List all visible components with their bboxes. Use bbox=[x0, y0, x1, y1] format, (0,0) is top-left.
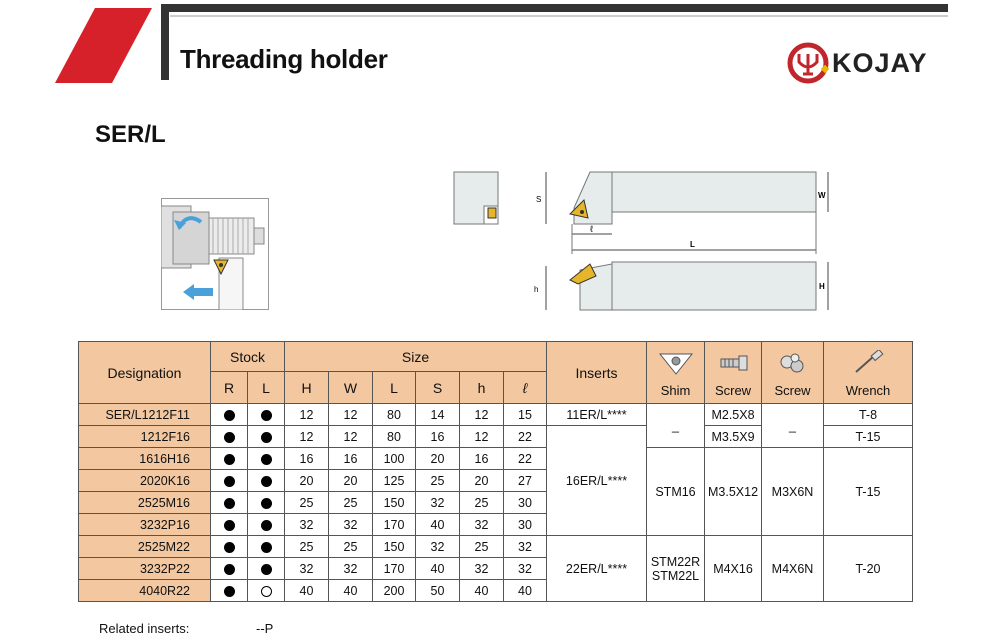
size-cell: 22 bbox=[504, 448, 547, 470]
screw2-cell: M3X6N bbox=[762, 448, 824, 536]
table-row bbox=[79, 404, 913, 426]
size-cell: 32 bbox=[416, 536, 460, 558]
size-cell: 170 bbox=[373, 558, 416, 580]
stock-l bbox=[248, 492, 285, 514]
header-size-W: W bbox=[329, 372, 373, 404]
header-wrench: Wrench bbox=[824, 342, 913, 404]
size-cell: 12 bbox=[460, 404, 504, 426]
screw-cell: M4X16 bbox=[705, 536, 762, 602]
screw2-cell: M4X6N bbox=[762, 536, 824, 602]
model-code: SER/L bbox=[95, 121, 166, 148]
size-cell: 50 bbox=[416, 580, 460, 602]
stock-l bbox=[248, 404, 285, 426]
size-cell: 25 bbox=[460, 536, 504, 558]
dimension-drawing bbox=[450, 168, 850, 316]
shim-cell: STM22R STM22L bbox=[647, 536, 705, 602]
header-size-S: S bbox=[416, 372, 460, 404]
size-cell: 12 bbox=[460, 426, 504, 448]
shim-cell: _ bbox=[647, 404, 705, 448]
size-cell: 32 bbox=[285, 558, 329, 580]
wrench-cell: T-8 bbox=[824, 404, 913, 426]
related-inserts-value: --P bbox=[256, 621, 274, 636]
size-cell: 22 bbox=[504, 426, 547, 448]
size-cell: 32 bbox=[329, 558, 373, 580]
designation-cell: SER/L1212F11 bbox=[79, 404, 211, 426]
size-cell: 25 bbox=[460, 492, 504, 514]
size-cell: 25 bbox=[329, 536, 373, 558]
size-cell: 12 bbox=[329, 404, 373, 426]
table-row bbox=[79, 536, 913, 558]
header-stock-l: L bbox=[248, 372, 285, 404]
size-cell: 16 bbox=[460, 448, 504, 470]
stock-l bbox=[248, 558, 285, 580]
size-cell: 20 bbox=[285, 470, 329, 492]
stock-r bbox=[211, 426, 248, 448]
size-cell: 14 bbox=[416, 404, 460, 426]
size-cell: 125 bbox=[373, 470, 416, 492]
size-cell: 30 bbox=[504, 492, 547, 514]
page-title: Threading holder bbox=[180, 44, 388, 74]
dim-label-h: h bbox=[534, 285, 539, 294]
shim-icon bbox=[658, 350, 694, 376]
size-cell: 32 bbox=[416, 492, 460, 514]
stock-l bbox=[248, 514, 285, 536]
size-cell: 40 bbox=[416, 514, 460, 536]
designation-cell: 1212F16 bbox=[79, 426, 211, 448]
size-cell: 32 bbox=[285, 514, 329, 536]
size-cell: 12 bbox=[329, 426, 373, 448]
size-cell: 80 bbox=[373, 426, 416, 448]
size-cell: 32 bbox=[460, 514, 504, 536]
dim-label-H: H bbox=[819, 282, 825, 291]
stock-l bbox=[248, 470, 285, 492]
dim-label-w: W bbox=[818, 191, 826, 200]
wrench-cell: T-20 bbox=[824, 536, 913, 602]
size-cell: 25 bbox=[285, 536, 329, 558]
size-cell: 30 bbox=[504, 514, 547, 536]
wrench-cell: T-15 bbox=[824, 448, 913, 536]
stock-l bbox=[248, 448, 285, 470]
size-cell: 40 bbox=[329, 580, 373, 602]
size-cell: 25 bbox=[416, 470, 460, 492]
dim-label-s: S bbox=[536, 195, 542, 204]
stock-r bbox=[211, 404, 248, 426]
header-size: Size bbox=[285, 342, 547, 372]
size-cell: 32 bbox=[329, 514, 373, 536]
brand-name: KOJAY bbox=[832, 48, 928, 78]
size-cell: 16 bbox=[329, 448, 373, 470]
size-cell: 40 bbox=[504, 580, 547, 602]
screw-cell: M3.5X12 bbox=[705, 448, 762, 536]
insert-cell: 16ER/L**** bbox=[547, 426, 647, 536]
dim-label-l: L bbox=[690, 240, 695, 249]
size-cell: 16 bbox=[285, 448, 329, 470]
shim-cell: STM16 bbox=[647, 448, 705, 536]
size-cell: 27 bbox=[504, 470, 547, 492]
header-shim: Shim bbox=[647, 342, 705, 404]
size-cell: 20 bbox=[460, 470, 504, 492]
size-cell: 40 bbox=[460, 580, 504, 602]
header-stock: Stock bbox=[211, 342, 285, 372]
size-cell: 20 bbox=[329, 470, 373, 492]
size-cell: 40 bbox=[285, 580, 329, 602]
screw2-cell: _ bbox=[762, 404, 824, 448]
size-cell: 15 bbox=[504, 404, 547, 426]
stock-l bbox=[248, 536, 285, 558]
header-screw-2: Screw bbox=[762, 342, 824, 404]
designation-cell: 2525M16 bbox=[79, 492, 211, 514]
designation-cell: 1616H16 bbox=[79, 448, 211, 470]
size-cell: 80 bbox=[373, 404, 416, 426]
size-cell: 25 bbox=[329, 492, 373, 514]
size-cell: 12 bbox=[285, 404, 329, 426]
spec-table bbox=[78, 341, 913, 602]
stock-r bbox=[211, 514, 248, 536]
screw-cell: M3.5X9 bbox=[705, 426, 762, 448]
stock-l bbox=[248, 580, 285, 602]
dim-label-l-small: ℓ bbox=[590, 224, 593, 234]
header-stock-r: R bbox=[211, 372, 248, 404]
application-drawing bbox=[161, 198, 269, 310]
screw-cell: M2.5X8 bbox=[705, 404, 762, 426]
designation-cell: 3232P22 bbox=[79, 558, 211, 580]
size-cell: 32 bbox=[504, 536, 547, 558]
stock-r bbox=[211, 470, 248, 492]
screw-set-icon bbox=[775, 350, 811, 376]
header-designation: Designation bbox=[79, 342, 211, 404]
size-cell: 16 bbox=[416, 426, 460, 448]
header-size-h: h bbox=[460, 372, 504, 404]
size-cell: 25 bbox=[285, 492, 329, 514]
size-cell: 12 bbox=[285, 426, 329, 448]
size-cell: 150 bbox=[373, 492, 416, 514]
size-cell: 40 bbox=[416, 558, 460, 580]
stock-r bbox=[211, 492, 248, 514]
size-cell: 150 bbox=[373, 536, 416, 558]
insert-cell: 22ER/L**** bbox=[547, 536, 647, 602]
insert-cell: 11ER/L**** bbox=[547, 404, 647, 426]
size-cell: 170 bbox=[373, 514, 416, 536]
header-inserts: Inserts bbox=[547, 342, 647, 404]
header-size-H: H bbox=[285, 372, 329, 404]
stock-r bbox=[211, 580, 248, 602]
size-cell: 32 bbox=[460, 558, 504, 580]
size-cell: 100 bbox=[373, 448, 416, 470]
stock-l bbox=[248, 426, 285, 448]
designation-cell: 4040R22 bbox=[79, 580, 211, 602]
table-row bbox=[79, 448, 913, 470]
stock-r bbox=[211, 558, 248, 580]
wrench-icon bbox=[850, 350, 886, 376]
red-accent-shape bbox=[55, 8, 152, 83]
stock-r bbox=[211, 536, 248, 558]
designation-cell: 2525M22 bbox=[79, 536, 211, 558]
header-size-l: ℓ bbox=[504, 372, 547, 404]
wrench-cell: T-15 bbox=[824, 426, 913, 448]
header-screw-1: Screw bbox=[705, 342, 762, 404]
size-cell: 20 bbox=[416, 448, 460, 470]
size-cell: 200 bbox=[373, 580, 416, 602]
size-cell: 32 bbox=[504, 558, 547, 580]
header-size-L: L bbox=[373, 372, 416, 404]
designation-cell: 2020K16 bbox=[79, 470, 211, 492]
related-inserts-label: Related inserts: bbox=[99, 621, 190, 636]
stock-r bbox=[211, 448, 248, 470]
designation-cell: 3232P16 bbox=[79, 514, 211, 536]
screw-icon bbox=[715, 350, 751, 376]
